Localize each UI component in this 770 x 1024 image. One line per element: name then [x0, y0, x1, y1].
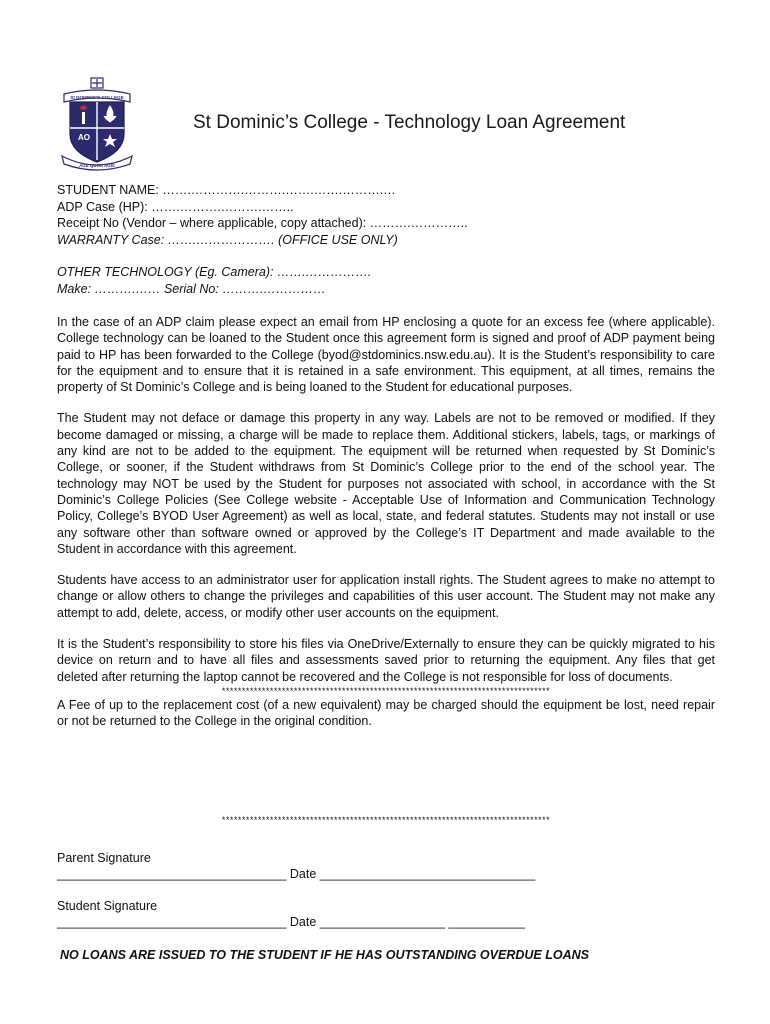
- parent-signature-line[interactable]: _________________________________ Date _______________________________: [57, 867, 536, 881]
- svg-text:AO: AO: [78, 133, 90, 142]
- paragraph-admin-access: Students have access to an administrator user for application install rights. The Student agrees to make no attempt to change or allow others to change the privileges and capabilities of this user account. The Student may not make any attempt to add, delete, access, or modify other user accounts on the equipment.: [57, 573, 715, 620]
- student-signature-line[interactable]: _________________________________ Date __________________ ___________: [57, 915, 525, 929]
- document-title: St Dominic’s College - Technology Loan Agreement: [193, 112, 626, 133]
- agreement-body: [57, 314, 715, 745]
- receipt-no-field[interactable]: Receipt No (Vendor – where applicable, copy attached): ……….…………..: [57, 216, 468, 230]
- svg-text:AGE QUOD AGIS: AGE QUOD AGIS: [79, 163, 115, 168]
- separator-stars: **********************************************************************************: [221, 685, 551, 696]
- separator-stars-2: **********************************************************************************: [221, 815, 551, 825]
- svg-text:St DOMINIC'S COLLEGE: St DOMINIC'S COLLEGE: [70, 95, 124, 100]
- paragraph-fee: A Fee of up to the replacement cost (of a new equivalent) may be charged should the equipment be lost, need repair or not be returned to the College in the original condition.: [57, 697, 715, 729]
- loan-details-fields: [57, 182, 468, 297]
- overdue-loans-notice: NO LOANS ARE ISSUED TO THE STUDENT IF HE HAS OUTSTANDING OVERDUE LOANS: [60, 948, 589, 962]
- adp-case-field[interactable]: ADP Case (HP): …….……….……….……..: [57, 199, 294, 214]
- student-signature-label: Student Signature: [57, 899, 158, 913]
- warranty-case-field[interactable]: WARRANTY Case: …….………………. (OFFICE USE ONLY): [57, 232, 398, 247]
- field-spacer: [57, 248, 468, 264]
- student-signature-block: [57, 898, 525, 930]
- parent-signature-label: Parent Signature: [57, 851, 151, 865]
- other-technology-field[interactable]: OTHER TECHNOLOGY (Eg. Camera): …….…………….: [57, 265, 372, 279]
- student-name-field[interactable]: STUDENT NAME: …….………….……….…….…….……….…: [57, 183, 396, 197]
- paragraph-file-storage: It is the Student’s responsibility to store his files via OneDrive/Externally to ensure they can be quickly migrated to his device on return and to have all files and assessments saved prior to returning the equipment. Any files that get deleted after returning the laptop cannot be recovered and the College is not responsible for loss of documents.: [57, 637, 715, 684]
- parent-signature-block: [57, 850, 535, 882]
- college-crest-logo: [60, 76, 134, 172]
- paragraph-property-care: The Student may not deface or damage this property in any way. Labels are not to be removed or modified. If they become damaged or missing, a charge will be made to replace them. Additional stickers, labels, tags, or markings of any kind are not to be added to the equipment. The equipment will be returned when requested by St Dominic’s College, or sooner, if the Student withdraws from St Dominic’s College prior to the end of the school year. The technology may NOT be used by the Student for purposes not associated with school, in accordance with the St Dominic’s College Policies (See College website - Acceptable Use of Information and Communication Technology Policy, College’s BYOD User Agreement) as well as local, state, and federal statutes. Students may not install or use any software other than software owned or approved by the College’s IT Department and made available to the Student in accordance with this agreement.: [57, 411, 715, 556]
- paragraph-adp-claim: In the case of an ADP claim please expect an email from HP enclosing a quote for an excess fee (where applicable). College technology can be loaned to the Student once this agreement form is signed and proof of ADP payment being paid to HP has been forwarded to the College (byod@stdominics.nsw.edu.au). It is the Student’s responsibility to care for the equipment and to ensure that it is retained in a safe environment. This equipment, at all times, remains the property of St Dominic’s College and is being loaned to the Student for educational purposes.: [57, 315, 715, 395]
- make-serial-field[interactable]: Make: ……….…… Serial No: ……….……………: [57, 281, 326, 296]
